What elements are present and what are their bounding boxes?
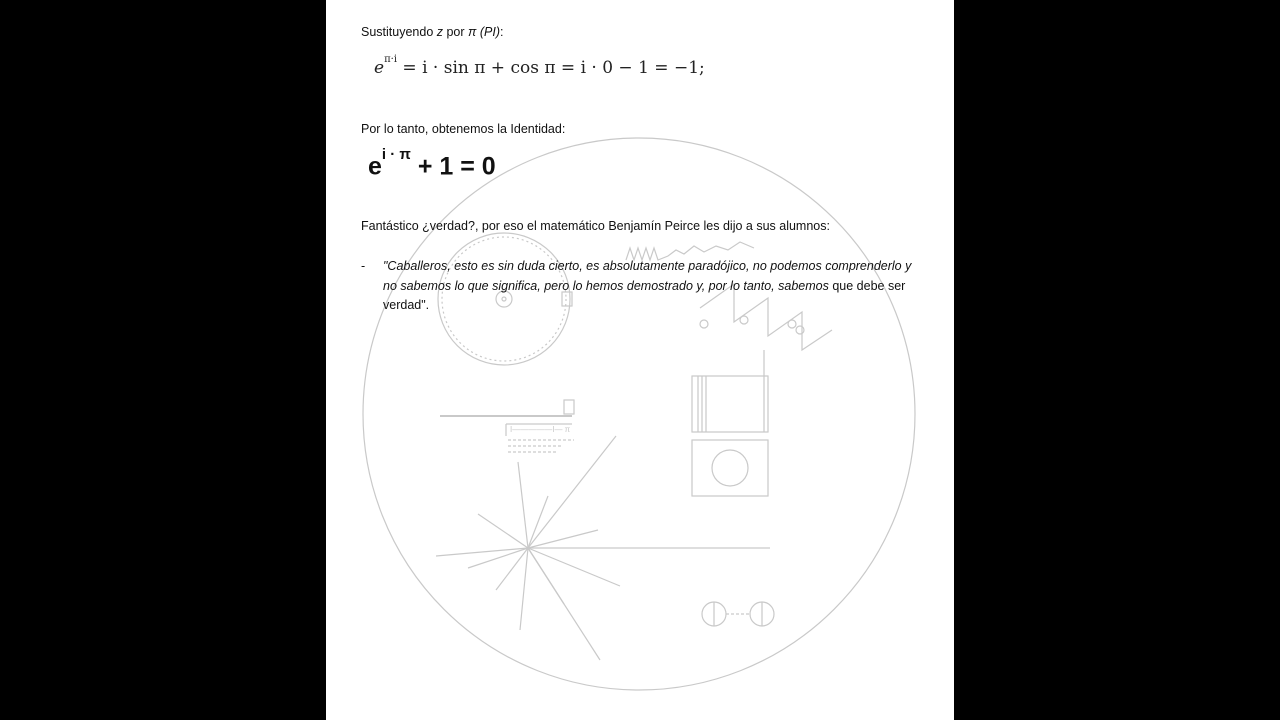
paragraph-substitution: Sustituyendo z por π (PI): bbox=[361, 25, 504, 39]
document-page bbox=[326, 0, 954, 720]
pulsar-map bbox=[436, 436, 770, 660]
bullet-dash: - bbox=[361, 259, 366, 273]
equation-euler-identity: $e^{i \cdot \pi} + 1 = 0$ bbox=[368, 146, 496, 181]
video-frame-diagram bbox=[692, 376, 768, 432]
svg-text:I—————I— π: I—————I— π bbox=[510, 425, 571, 434]
equation-euler-substitution: $e^{\pi\cdot i} = i \cdot \sin \pi + \cos \pi = i \cdot 0 - 1 = -1$; bbox=[374, 54, 705, 78]
golden-record-watermark bbox=[326, 0, 954, 720]
image-frame-diagram bbox=[692, 440, 768, 496]
hydrogen-diagram bbox=[702, 602, 774, 626]
paragraph-peirce: Fantástico ¿verdad?, por eso el matemático Benjamín Peirce les dijo a sus alumnos: bbox=[361, 219, 830, 233]
peirce-quote: "Caballeros, esto es sin duda cierto, es absolutamente paradójico, no podemos comprenderlo y no sabemos lo que significa, pero lo hemos demostrado y, por lo tanto, sabemos que debe ser verdad". bbox=[383, 259, 912, 312]
paragraph-identity-intro: Por lo tanto, obtenemos la Identidad: bbox=[361, 122, 566, 136]
